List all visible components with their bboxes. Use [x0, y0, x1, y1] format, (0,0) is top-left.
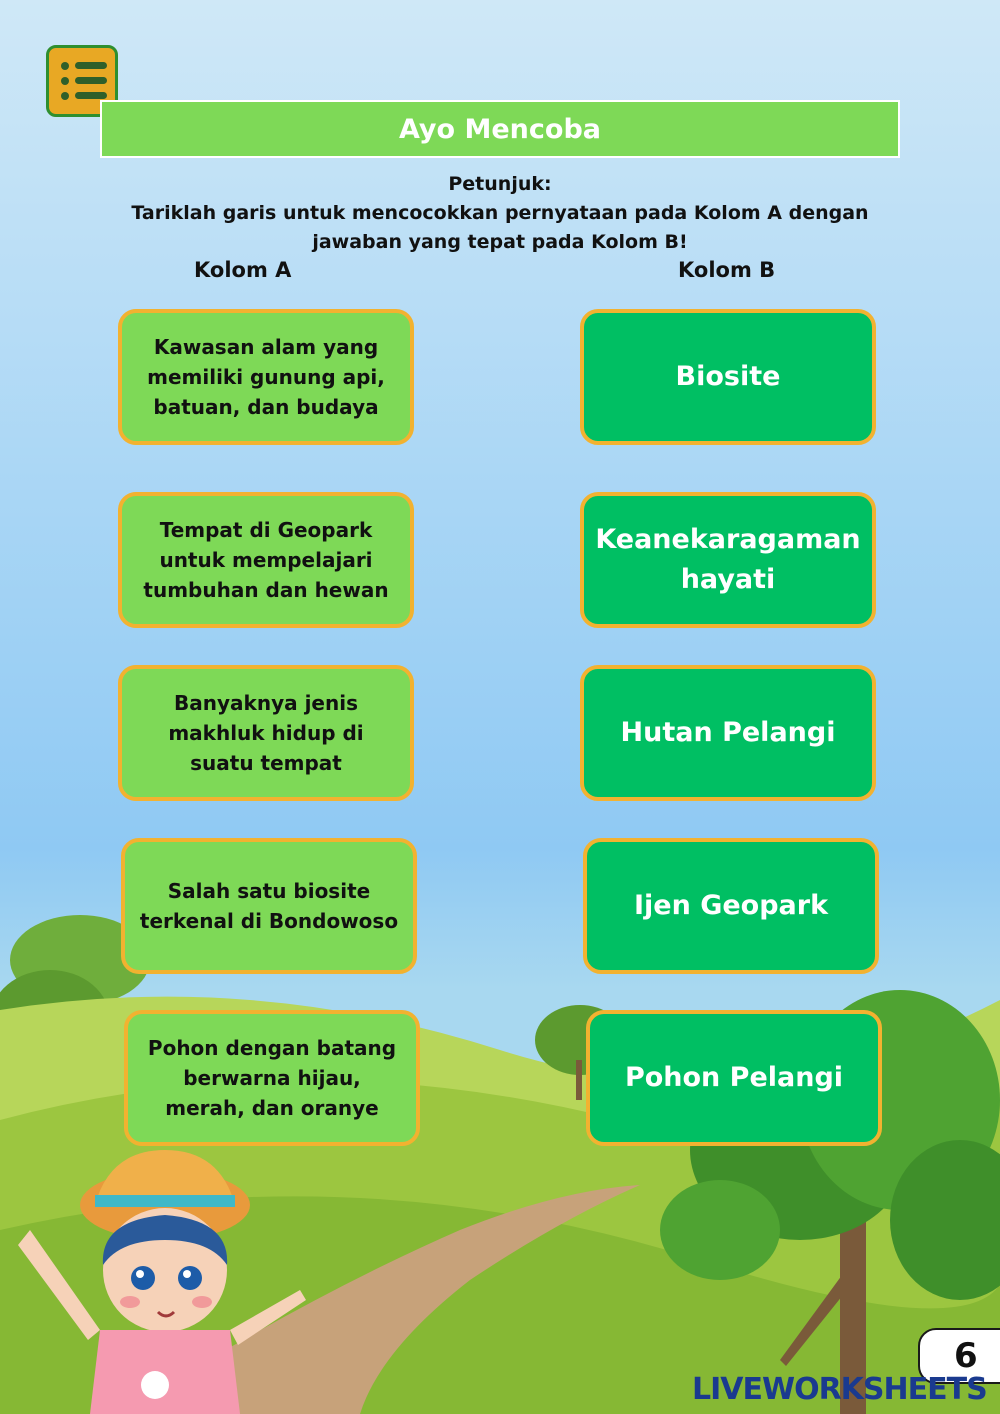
column-b-card-1[interactable]: Biosite — [580, 309, 876, 445]
instructions — [120, 170, 880, 257]
page-title: Ayo Mencoba — [100, 100, 900, 158]
column-a-card-4[interactable]: Salah satu biosite terkenal di Bondowoso — [121, 838, 417, 974]
instructions-heading: Petunjuk: — [448, 173, 552, 195]
column-b-card-4[interactable]: Ijen Geopark — [583, 838, 879, 974]
column-a-card-1[interactable]: Kawasan alam yang memiliki gunung api, batuan, dan budaya — [118, 309, 414, 445]
column-b-label: Kolom B — [678, 258, 776, 282]
column-a-label: Kolom A — [194, 258, 292, 282]
column-a-card-5[interactable]: Pohon dengan batang berwarna hijau, merah, dan oranye — [124, 1010, 420, 1146]
page-number: 6 — [918, 1328, 1000, 1384]
column-b-card-2[interactable]: Keanekaragaman hayati — [580, 492, 876, 628]
column-a-card-3[interactable]: Banyaknya jenis makhluk hidup di suatu tempat — [118, 665, 414, 801]
column-b-card-3[interactable]: Hutan Pelangi — [580, 665, 876, 801]
instructions-line-1: Tariklah garis untuk mencocokkan pernyataan pada Kolom A dengan — [131, 202, 869, 224]
column-b-card-5[interactable]: Pohon Pelangi — [586, 1010, 882, 1146]
column-a-card-2[interactable]: Tempat di Geopark untuk mempelajari tumbuhan dan hewan — [118, 492, 414, 628]
instructions-line-2: jawaban yang tepat pada Kolom B! — [312, 231, 688, 253]
liveworksheets-watermark: LIVEWORKSHEETS — [692, 1372, 987, 1407]
